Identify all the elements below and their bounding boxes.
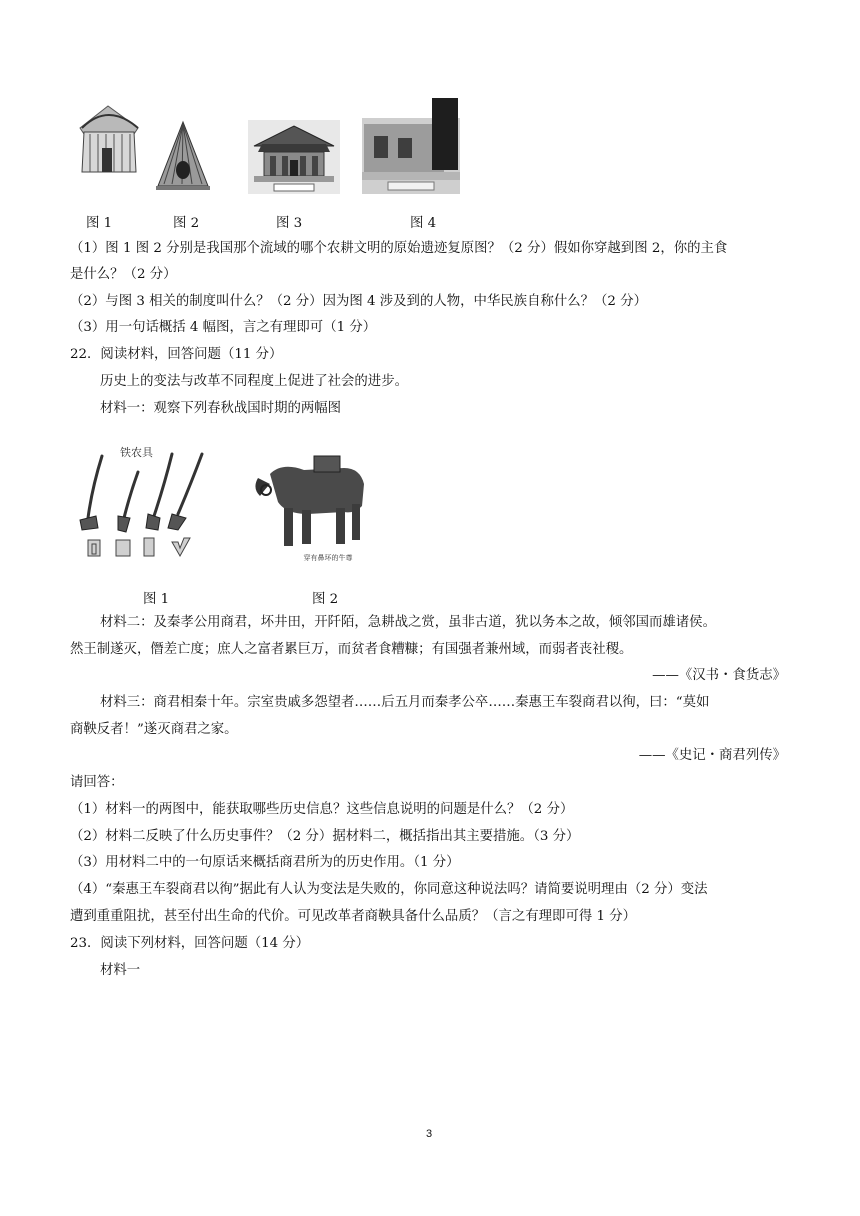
ox-bronze-image [248,444,374,564]
q22-figure-2-caption: 图 2 [312,592,339,607]
q22-material3-line2: 商鞅反者！”遂灭商君之家。 [70,722,238,737]
q22-material2-line2: 然王制遂灭，僭差亡度；庶人之富者累巨万，而贫者食糟糠；有国强者兼州域，而弱者丧社稷。 [70,642,633,657]
q21-part3: （3）用一句话概括 4 幅图，言之有理即可（1 分） [70,320,377,335]
figure-1-caption: 图 1 [86,216,113,231]
ox-bronze-label: 穿有鼻环的牛尊 [303,554,353,562]
figure-2-hut-image [154,120,212,194]
iron-tools-label: 铁农具 [120,446,153,459]
q22-answer-3: （3）用材料二中的一句原话来概括商君所为的历史作用。（1 分） [70,855,460,870]
q22-material3-source: ——《史记・商君列传》 [638,748,786,763]
figure-4-caption: 图 4 [410,216,437,231]
q21-part1-line2: 是什么？（2 分） [70,267,177,282]
q23-material1: 材料一 [100,963,141,978]
q22-ask: 请回答： [70,775,124,790]
q22-material2-line1: 材料二：及秦孝公用商君，坏井田，开阡陌，急耕战之赏，虽非古道，犹以务本之故，倾邻国而雄诸侯。 [100,615,716,630]
q22-answer-4-line1: （4）“秦惠王车裂商君以徇”据此有人认为变法是失败的，你同意这种说法吗？请简要说明理由（2 分）变法 [70,882,708,897]
figure-2-caption: 图 2 [173,216,200,231]
figure-3-temple-image [248,120,340,194]
q22-intro: 历史上的变法与改革不同程度上促进了社会的进步。 [100,374,408,389]
q22-heading: 22．阅读材料，回答问题（11 分） [70,347,283,362]
q22-figure-1-caption: 图 1 [143,592,170,607]
iron-tools-image [74,438,210,570]
q22-answer-4-line2: 遭到重重阻扰，甚至付出生命的代价。可见改革者商鞅具备什么品质？（言之有理即可得 1 分） [70,909,637,924]
page-number: 3 [426,1128,433,1140]
q22-answer-2: （2）材料二反映了什么历史事件？（2 分）据材料二，概括指出其主要措施。（3 分） [70,829,580,844]
figure-3-caption: 图 3 [276,216,303,231]
q21-part1-line1: （1）图 1 图 2 分别是我国那个流域的哪个农耕文明的原始遗迹复原图？（2 分）假如你穿越到图 2，你的主食 [70,241,728,256]
q21-part2: （2）与图 3 相关的制度叫什么？（2 分）因为图 4 涉及到的人物，中华民族自称什么？（2 分） [70,294,647,309]
figure-1-hut-image [74,104,142,178]
figure-4-building-image [362,98,460,194]
q22-material1: 材料一：观察下列春秋战国时期的两幅图 [100,401,342,416]
q23-heading: 23．阅读下列材料，回答问题（14 分） [70,936,310,951]
q22-material2-source: ——《汉书・食货志》 [652,668,786,683]
q22-material3-line1: 材料三：商君相秦十年。宗室贵戚多怨望者……后五月而秦孝公卒……秦惠王车裂商君以徇，曰：“莫如 [100,695,710,710]
q22-answer-1: （1）材料一的两图中，能获取哪些历史信息？这些信息说明的问题是什么？（2 分） [70,802,574,817]
